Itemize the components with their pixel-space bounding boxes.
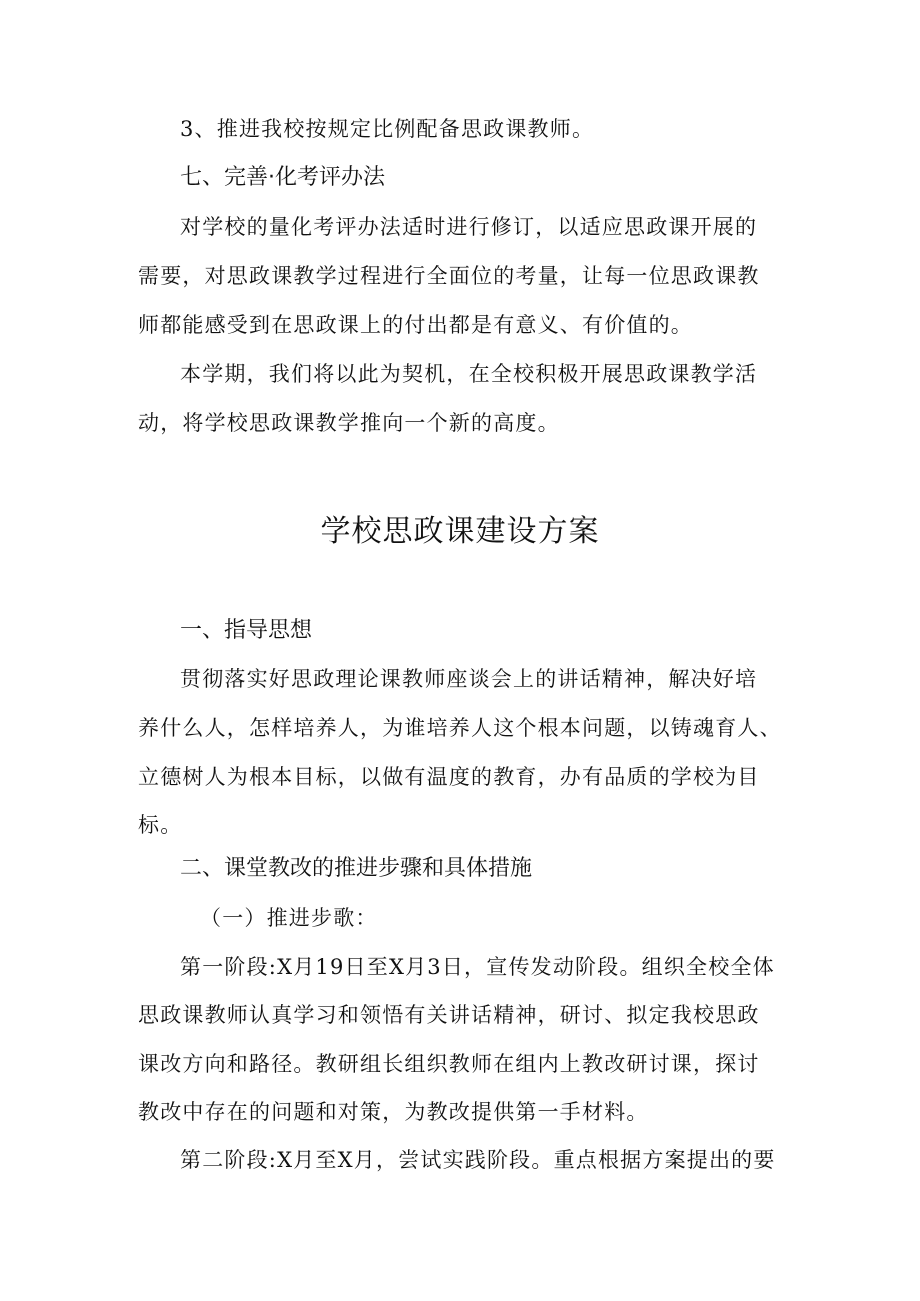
section-1-paragraph-line-2: 养什么人，怎样培养人，为谁培养人这个根本问题，以铸魂育人、 <box>138 716 782 740</box>
section-1-paragraph-line-1: 贯彻落实好思政理论课教师座谈会上的讲话精神，解决好培 <box>180 667 758 691</box>
section-1-paragraph-line-3: 立德树人为根本目标，以做有温度的教育，办有品质的学校为目 <box>138 765 760 789</box>
section-1-heading: 一、指导思想 <box>180 618 313 643</box>
section-7-heading: 七、完善·化考评办法 <box>180 165 385 190</box>
section-7-paragraph-2-line-1: 本学期，我们将以此为契机，在全校积极开展思政课教学活 <box>180 362 758 386</box>
section-2-heading: 二、课堂教改的推进步骤和具体措施 <box>180 856 533 881</box>
section-7-paragraph-1-line-2: 需要，对思政课教学过程进行全面位的考量，让每一位思政课教 <box>138 264 760 288</box>
stage-2-line-1: 第二阶段:X月至X月，尝试实践阶段。重点根据方案提出的要 <box>180 1148 776 1172</box>
stage-1-line-1: 第一阶段:X月19日至X月3日，宣传发动阶段。组织全校全体 <box>180 955 775 979</box>
section-1-paragraph-line-4: 标。 <box>138 813 183 837</box>
section-7-paragraph-1-line-1: 对学校的量化考评办法适时进行修订，以适应思政课开展的 <box>180 215 758 239</box>
stage-1-line-3: 课改方向和路径。教研组长组织教师在组内上教改研讨课，探讨 <box>138 1052 760 1076</box>
section-7-paragraph-1-line-3: 师都能感受到在思政课上的付出都是有意义、有价值的。 <box>138 313 693 337</box>
stage-1-line-2: 思政课教师认真学习和领悟有关讲话精神，研讨、拟定我校思政 <box>138 1003 760 1027</box>
item-3: 3、推进我校按规定比例配备思政课教师。 <box>180 117 595 141</box>
stage-1-line-4: 教改中存在的问题和对策，为教改提供第一手材料。 <box>138 1100 649 1124</box>
document-title: 学校思政课建设方案 <box>320 514 600 549</box>
section-7-paragraph-2-line-2: 动，将学校思政课教学推向一个新的高度。 <box>138 411 560 435</box>
section-2-sub-1: （一）推进步歌： <box>200 906 378 930</box>
